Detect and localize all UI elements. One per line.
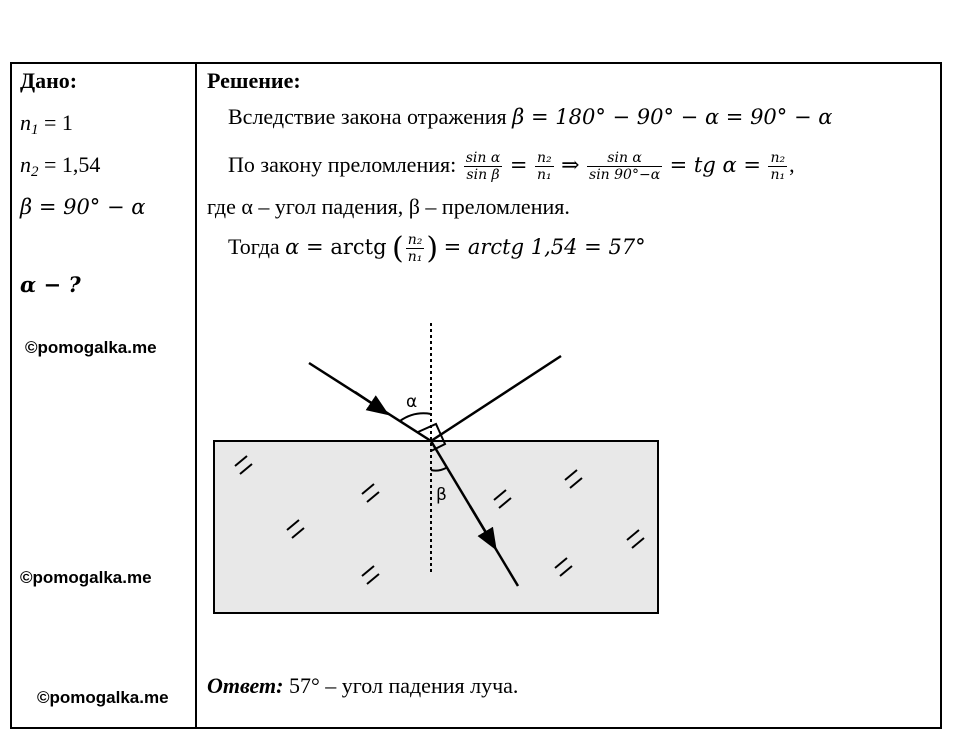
reflected-ray: [431, 356, 561, 441]
line4-rest: = arctg 1,54 = 57°: [443, 235, 646, 259]
line4-alpha: α =: [285, 235, 331, 259]
line4-text: Тогда: [228, 234, 286, 259]
implies-arrow: ⇒: [561, 152, 586, 177]
fraction-sin-ratio: $\frac{\text{sin α}}{\text{sin β}}$: [465, 150, 501, 184]
watermark-2: ©pomogalka.me: [20, 568, 152, 587]
line1-math: β = 180° − 90° − α = 90° − α: [512, 105, 833, 129]
given-beta: β = 90° − α: [20, 195, 146, 219]
fraction-n-ratio-3: $\frac{\text{n₂}}{\text{n₁}}$: [407, 232, 423, 266]
answer-label: Ответ:: [207, 673, 284, 698]
n1-value: = 1: [38, 110, 73, 135]
solution-line-3: где α – угол падения, β – преломления.: [207, 194, 570, 219]
fraction-n-ratio-2: $\frac{\text{n₂}}{\text{n₁}}$: [770, 150, 786, 184]
solution-header: Решение:: [207, 68, 301, 93]
watermark-3: ©pomogalka.me: [37, 688, 169, 707]
fraction-sin-cos: $\frac{\text{sin α}}{\sin 90^\circ-\alpha}$: [589, 150, 661, 184]
n2-subscript: 2: [31, 164, 39, 180]
n1-symbol: n: [20, 110, 31, 135]
glass-block: [214, 441, 658, 613]
solution-line-2: По закону преломления: $\frac{\text{sin α}}{\text{sin β}}$ = $\frac{\text{n₂}}{\text{n₁}}$ ⇒ $\frac{\text{sin α}}{\sin 90^\circ-\alpha}$ = tg α = $\frac{\text{n₂}}{\text{n₁}}$ ,: [228, 150, 795, 184]
n1-subscript: 1: [31, 122, 39, 138]
alpha-label: α: [406, 392, 418, 412]
given-find: α − ?: [20, 272, 81, 297]
line1-text: Вследствие закона отражения: [228, 104, 513, 129]
tg-part: = tg α =: [669, 153, 761, 177]
n2-value: = 1,54: [38, 152, 101, 177]
line2-text: По закону преломления:: [228, 152, 462, 177]
n2-symbol: n: [20, 152, 31, 177]
incident-arrow-icon: [355, 392, 380, 409]
watermark-1: ©pomogalka.me: [25, 338, 157, 357]
answer-text: 57° – угол падения луча.: [283, 673, 519, 698]
given-header: Дано:: [20, 68, 78, 93]
fraction-n-ratio: $\frac{\text{n₂}}{\text{n₁}}$: [536, 150, 552, 184]
solution-line-4: Тогда α = arctg ( $\frac{\text{n₂}}{\text{n₁}}$ ) = arctg 1,54 = 57°: [228, 230, 646, 266]
beta-label: β: [436, 485, 447, 505]
alpha-arc: [400, 413, 431, 421]
line4-arctg: arctg: [330, 235, 387, 259]
